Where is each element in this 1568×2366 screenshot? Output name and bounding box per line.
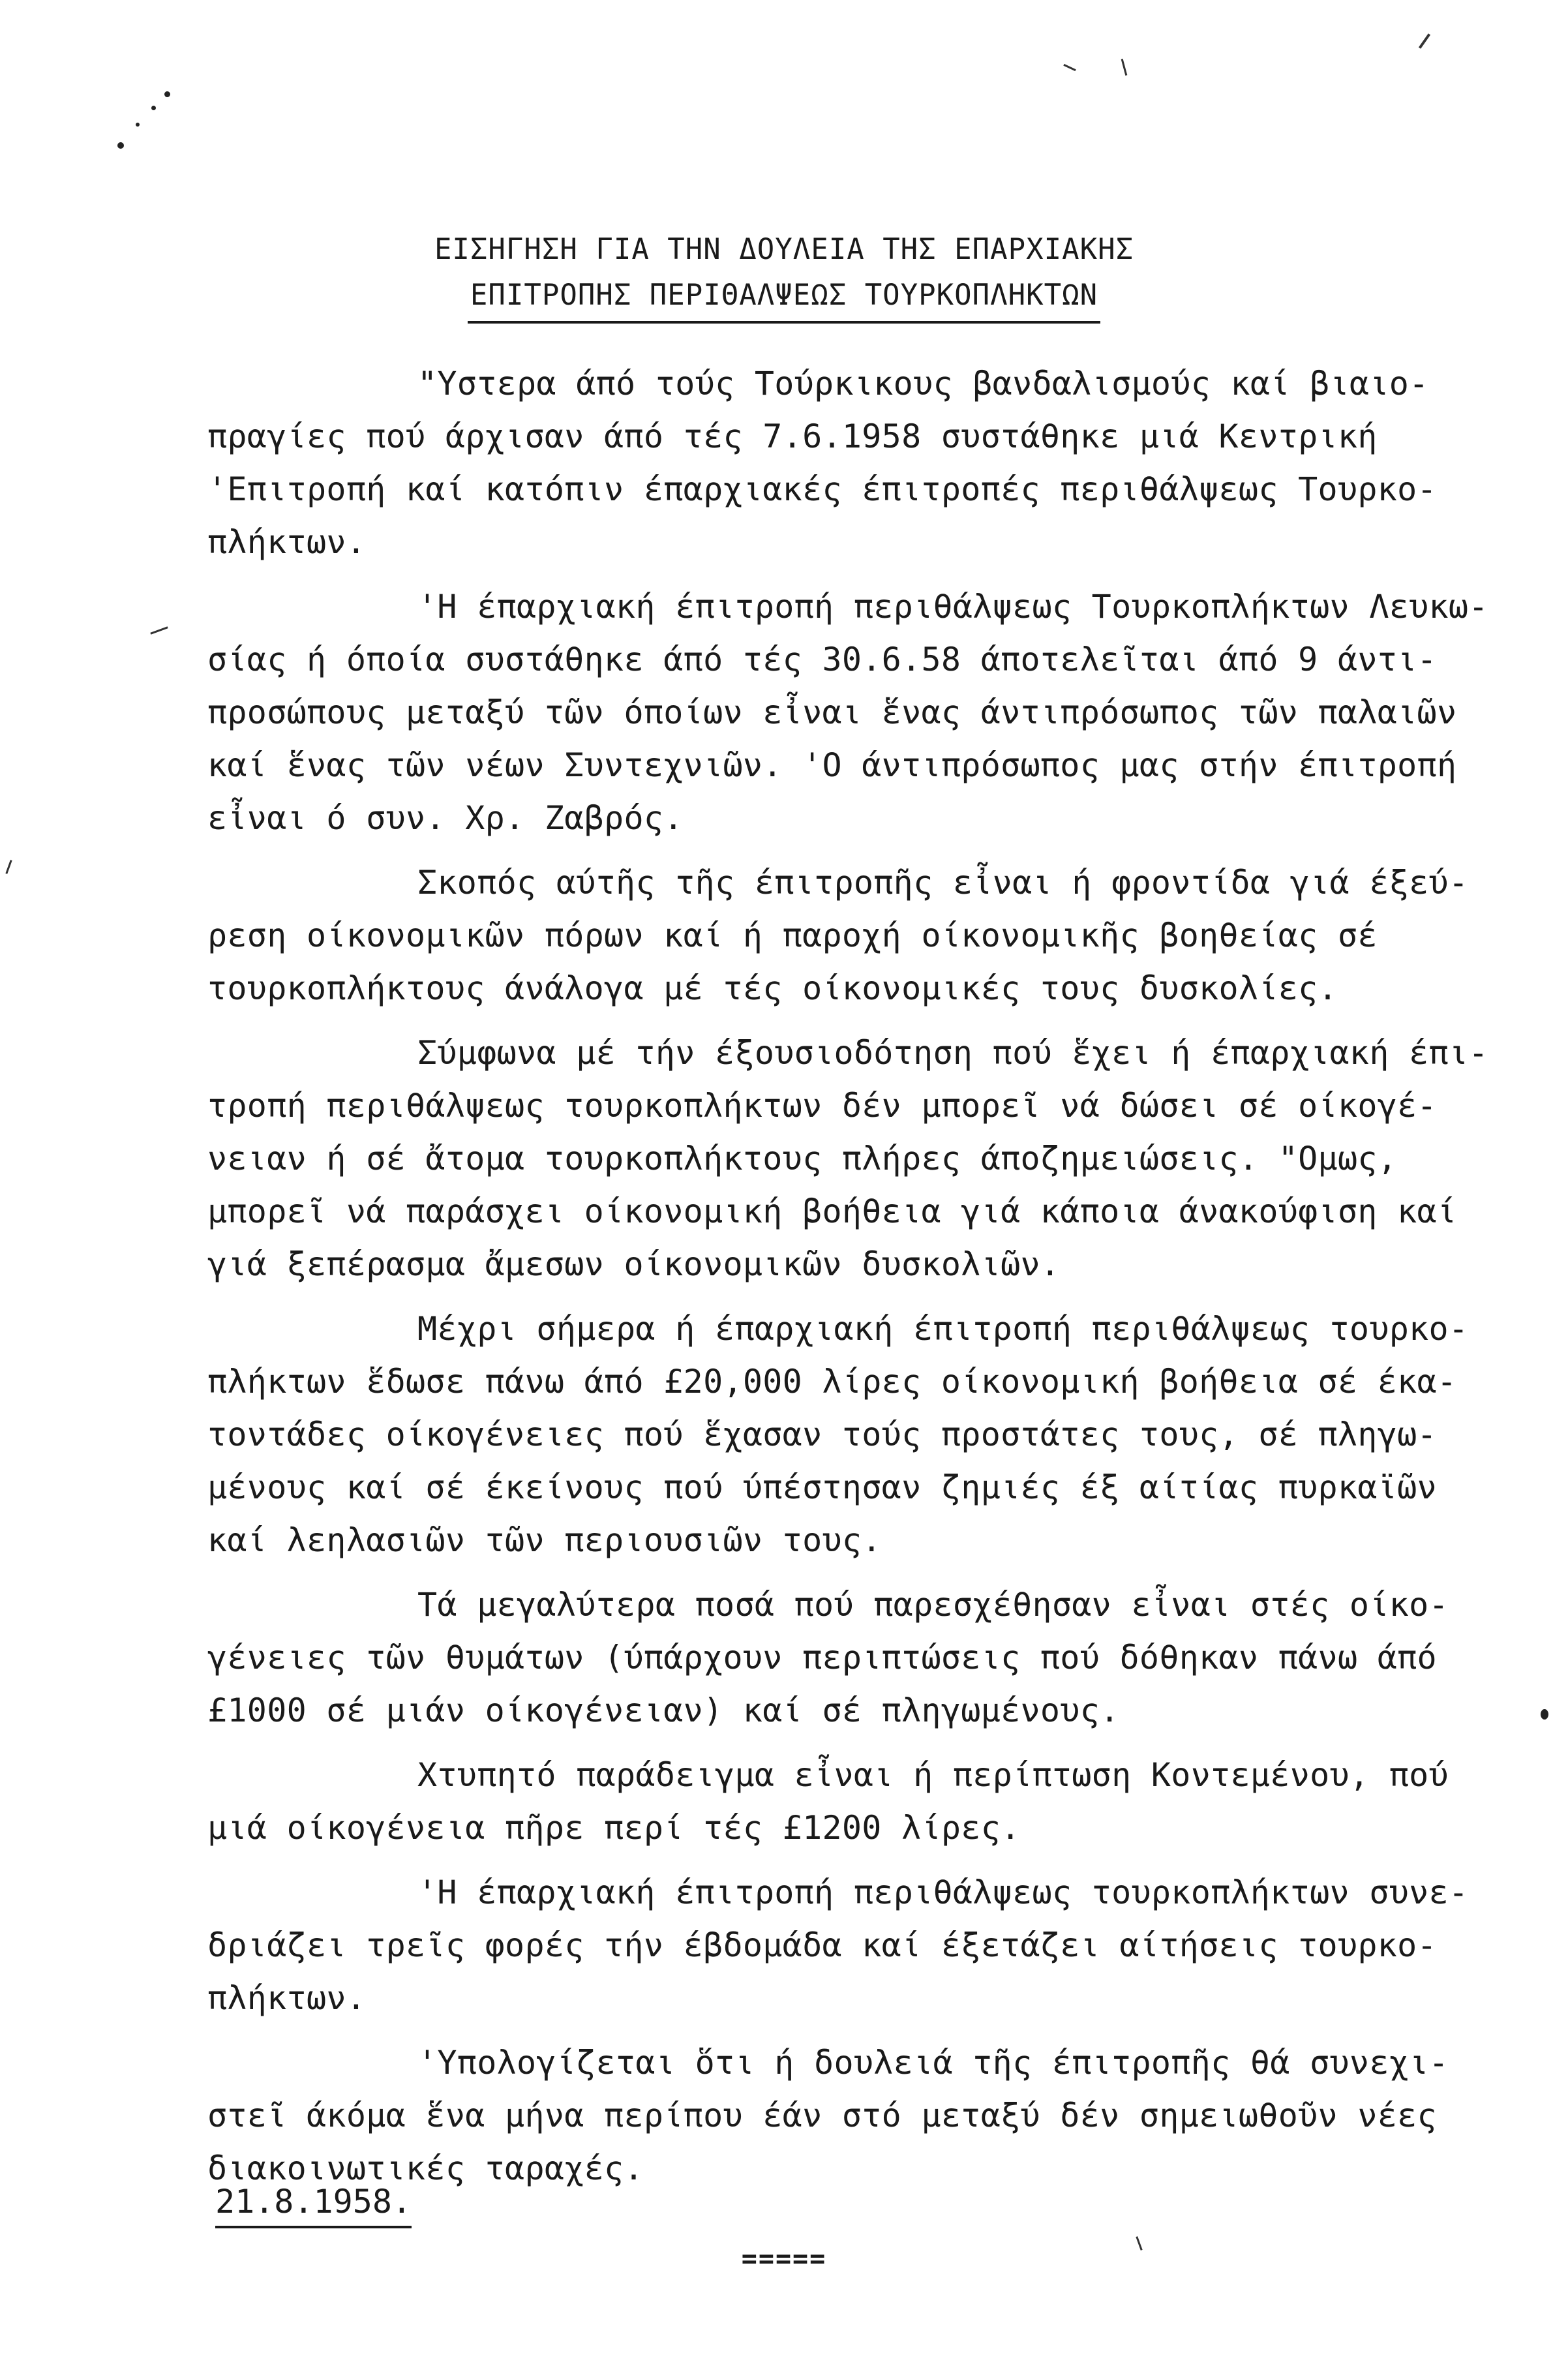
document-date: 21.8.1958. <box>215 2179 412 2228</box>
text-line: 'Η έπαρχιακή έπιτροπή περιθάλψεως Τουρκοπλήκτων Λευκω- <box>417 588 1488 626</box>
scan-mark <box>5 860 12 874</box>
text-line: πλήκτων. <box>207 523 367 561</box>
text-line: τροπή περιθάλψεως τουρκοπλήκτων δέν μπορεῖ νά δώσει σέ οίκογέ- <box>207 1087 1437 1125</box>
text-line: γένειες τῶν θυμάτων (ύπάρχουν περιπτώσεις πού δόθηκαν πάνω άπό <box>207 1639 1437 1676</box>
text-line: σίας ή όποία συστάθηκε άπό τές 30.6.58 άποτελεῖται άπό 9 άντι- <box>207 641 1437 678</box>
text-line: καί ἕνας τῶν νέων Συντεχνιῶν. 'Ο άντιπρόσωπος μας στήν έπιτροπή <box>207 746 1457 784</box>
text-line: μπορεῖ νά παράσχει οίκονομική βοήθεια γιά κάποια άνακούφιση καί <box>207 1192 1457 1230</box>
text-line: £1000 σέ μιάν οίκογένειαν) καί σέ πληγωμένους. <box>207 1691 1120 1729</box>
text-line: ρεση οίκονομικῶν πόρων καί ή παροχή οίκονομικῆς βοηθείας σέ <box>207 917 1378 954</box>
text-line: πλήκτων ἕδωσε πάνω άπό £20,000 λίρες οίκονομική βοήθεια σέ έκα- <box>207 1363 1457 1401</box>
paragraph-6 <box>207 1579 1486 1737</box>
scan-speck <box>117 142 124 149</box>
text-line: τοντάδες οίκογένειες πού ἕχασαν τούς προστάτες τους, σέ πληγω- <box>207 1416 1437 1453</box>
text-line: Χτυπητό παράδειγμα εἶναι ή περίπτωση Κοντεμένου, πού <box>417 1756 1449 1794</box>
text-line: μιά οίκογένεια πῆρε περί τές £1200 λίρες. <box>207 1809 1021 1847</box>
document-body <box>207 357 1486 2207</box>
text-line: στεῖ άκόμα ἕνα μήνα περίπου έάν στό μεταξύ δέν σημειωθοῦν νέες <box>207 2097 1437 2134</box>
text-line: Σκοπός αύτῆς τῆς έπιτροπῆς εἶναι ή φροντίδα γιά έξεύ- <box>417 864 1469 902</box>
text-line: τουρκοπλήκτους άνάλογα μέ τές οίκονομικές τους δυσκολίες. <box>207 969 1338 1007</box>
scan-speck <box>1541 1709 1548 1720</box>
paragraph-5 <box>207 1303 1486 1567</box>
text-line: 'Η έπαρχιακή έπιτροπή περιθάλψεως τουρκοπλήκτων συνε- <box>417 1873 1469 1911</box>
paragraph-9 <box>207 2037 1486 2195</box>
text-line: δριάζει τρεῖς φορές τήν έβδομάδα καί έξετάζει αίτήσεις τουρκο- <box>207 1926 1437 1964</box>
scan-mark <box>150 626 168 634</box>
scan-speck <box>136 123 140 127</box>
scan-mark <box>1063 64 1076 71</box>
paragraph-1 <box>207 357 1486 569</box>
document-title <box>0 227 1568 324</box>
paragraph-4 <box>207 1027 1486 1291</box>
text-line: "Υστερα άπό τούς Τούρκικους βανδαλισμούς καί βιαιο- <box>417 365 1429 402</box>
text-line: Μέχρι σήμερα ή έπαρχιακή έπιτροπή περιθάλψεως τουρκο- <box>417 1310 1469 1348</box>
paragraph-7 <box>207 1749 1486 1855</box>
title-line-1: ΕΙΣΗΓΗΣΗ ΓΙΑ ΤΗΝ ΔΟΥΛΕΙΑ ΤΗΣ ΕΠΑΡΧΙΑΚΗΣ <box>434 233 1134 266</box>
scan-mark <box>1121 59 1128 76</box>
text-line: μένους καί σέ έκείνους πού ύπέστησαν ζημιές έξ αίτίας πυρκαϊῶν <box>207 1468 1437 1506</box>
text-line: διακοινωτικές ταραχές. <box>207 2149 644 2187</box>
paragraph-3 <box>207 857 1486 1015</box>
paragraph-2 <box>207 581 1486 845</box>
text-line: Σύμφωνα μέ τήν έξουσιοδότηση πού ἕχει ή έπαρχιακή έπι- <box>417 1034 1488 1072</box>
end-mark: ===== <box>741 2244 827 2274</box>
title-line-2: ΕΠΙΤΡΟΠΗΣ ΠΕΡΙΘΑΛΨΕΩΣ ΤΟΥΡΚΟΠΛΗΚΤΩΝ <box>468 273 1100 324</box>
text-line: 'Επιτροπή καί κατόπιν έπαρχιακές έπιτροπές περιθάλψεως Τουρκο- <box>207 470 1437 508</box>
scan-speck <box>164 91 170 97</box>
text-line: πραγίες πού άρχισαν άπό τές 7.6.1958 συστάθηκε μιά Κεντρική <box>207 417 1378 455</box>
text-line: εἶναι ό συν. Χρ. Ζαβρός. <box>207 799 684 837</box>
paragraph-8 <box>207 1866 1486 2025</box>
text-line: πλήκτων. <box>207 1979 367 2017</box>
scan-mark <box>1419 33 1430 49</box>
text-line: 'Υπολογίζεται ὅτι ή δουλειά τῆς έπιτροπῆς θά συνεχι- <box>417 2044 1449 2082</box>
text-line: Τά μεγαλύτερα ποσά πού παρεσχέθησαν εἶναι στές οίκο- <box>417 1586 1449 1624</box>
scan-speck <box>151 106 156 110</box>
text-line: καί λεηλασιῶν τῶν περιουσιῶν τους. <box>207 1521 882 1559</box>
text-line: νειαν ή σέ ἄτομα τουρκοπλήκτους πλήρες άποζημειώσεις. "Ομως, <box>207 1140 1398 1177</box>
text-line: γιά ξεπέρασμα ἄμεσων οίκονομικῶν δυσκολιῶν. <box>207 1245 1061 1283</box>
text-line: προσώπους μεταξύ τῶν όποίων εἶναι ἕνας άντιπρόσωπος τῶν παλαιῶν <box>207 693 1457 731</box>
